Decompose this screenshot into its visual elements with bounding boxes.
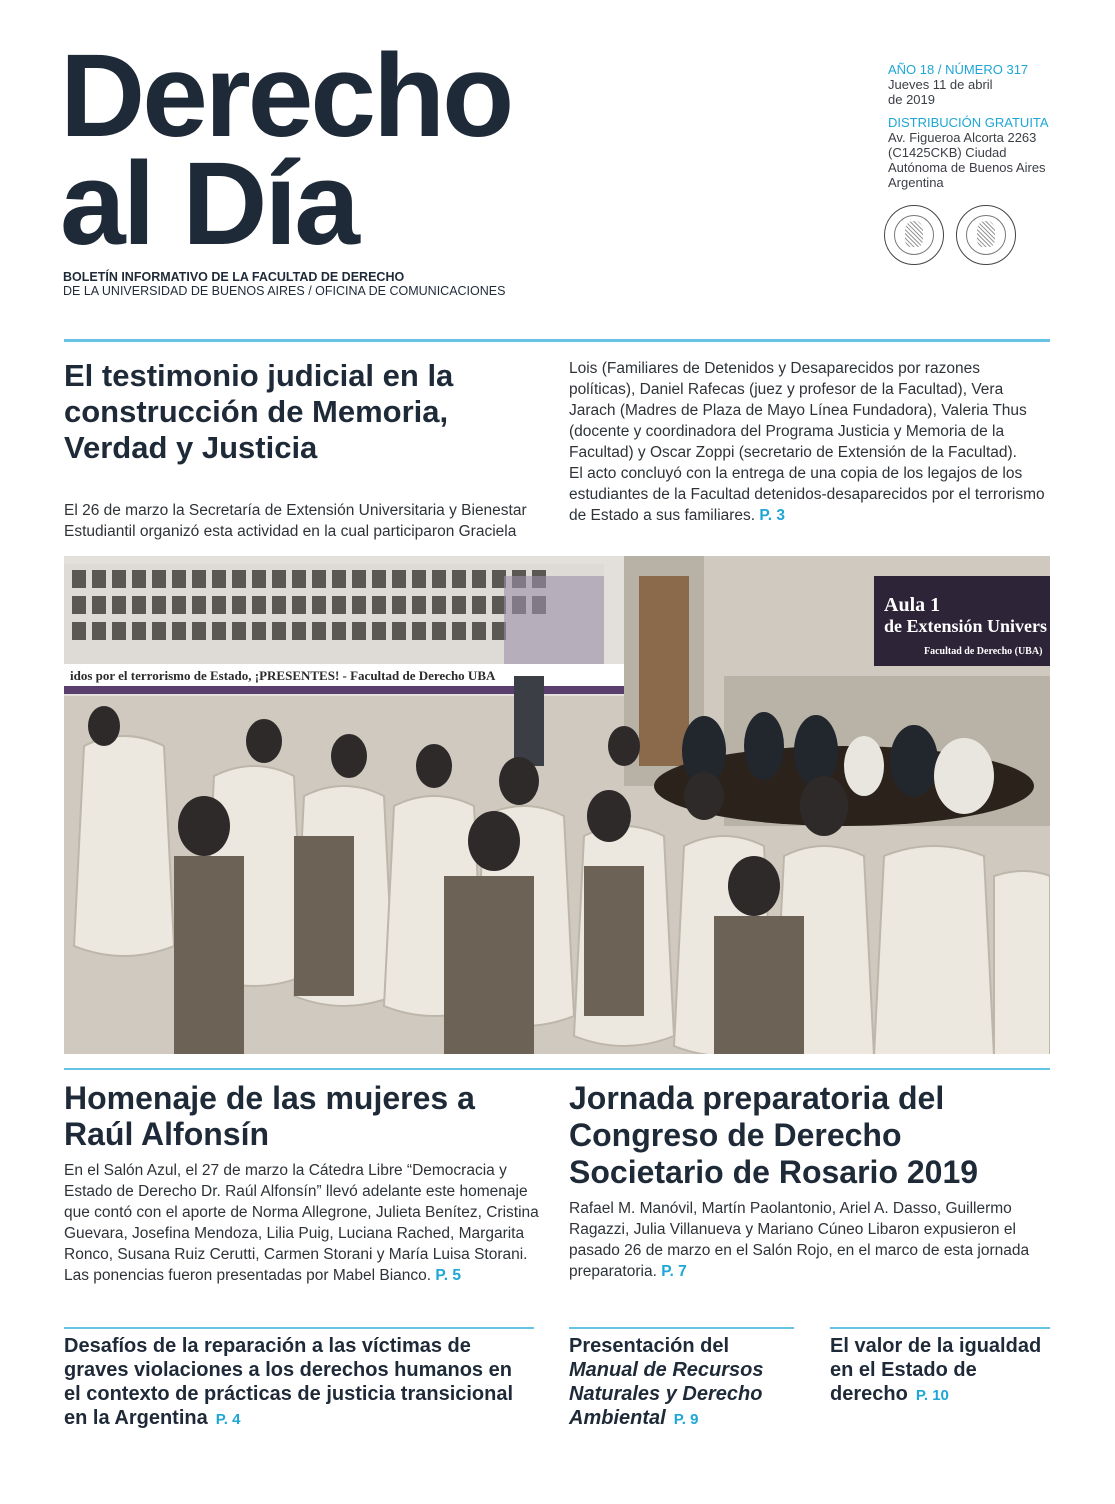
- address-line2: (C1425CKB) Ciudad: [888, 145, 1007, 160]
- footer-item-2-italic: Manual de Recursos Naturales y Derecho Ambiental: [569, 1359, 764, 1429]
- article-right-page-ref[interactable]: P. 7: [661, 1263, 687, 1280]
- issue-date-line1: Jueves 11 de abril: [888, 77, 993, 92]
- footer-item-2-page-ref[interactable]: P. 9: [673, 1411, 699, 1428]
- banner-right-line2: de Extensión Univers: [884, 616, 1048, 636]
- issue-number: AÑO 18 / NÚMERO 317: [888, 62, 1029, 77]
- lead-closing: El acto concluyó con la entrega de una copia de los legajos de los estudiantes de la Facultad detenidos-desaparecidos por el terrorismo de Estado a sus familiares.: [569, 465, 1045, 524]
- article-right-body: Rafael M. Manóvil, Martín Paolantonio, Ariel A. Dasso, Guillermo Ragazzi, Julia Villanueva y Mariano Cúneo Libaron expusieron el pasado 26 de marzo en el Salón Rojo, en el marco de esta jornada preparatoria.: [569, 1200, 1030, 1280]
- article-right-body-block: [569, 1198, 1049, 1282]
- subtitle-line1: BOLETÍN INFORMATIVO DE LA FACULTAD DE DERECHO: [63, 270, 405, 284]
- address-line3: Autónoma de Buenos Aires: [888, 160, 1046, 175]
- footer-divider-1: [64, 1327, 534, 1329]
- article-left-body-block: [64, 1160, 544, 1286]
- article-right-headline: Jornada preparatoria del Congreso de Derecho Societario de Rosario 2019: [569, 1080, 979, 1190]
- facultad-seal-icon: [884, 205, 944, 265]
- address-line4: Argentina: [888, 175, 944, 190]
- article-left-headline: Homenaje de las mujeres a Raúl Alfonsín: [64, 1080, 475, 1152]
- lead-intro: El 26 de marzo la Secretaría de Extensión Universitaria y Bienestar Estudiantil organizó esta actividad en la cual participaron Graciela: [64, 502, 527, 540]
- article-left-body: En el Salón Azul, el 27 de marzo la Cátedra Libre “Democracia y Estado de Derecho Dr. Raúl Alfonsín” llevó adelante este homenaje que contó con el aporte de Norma Allegrone, Julieta Benítez, Cristina Guevara, Josefina Mendoza, Lilia Puig, Luciana Rached, Margarita Ronco, Susana Ruiz Cerutti, Carmen Storani y María Luisa Storani. Las ponencias fueron presentadas por Mabel Bianco.: [64, 1162, 539, 1284]
- footer-item-2-prefix: Presentación del: [569, 1335, 730, 1357]
- article-left-page-ref[interactable]: P. 5: [435, 1267, 461, 1284]
- lead-headline: El testimonio judicial en la construcción de Memoria, Verdad y Justicia: [64, 358, 454, 465]
- masthead-title-line1: Derecho: [60, 30, 512, 162]
- footer-item-1-title: Desafíos de la reparación a las víctimas de graves violaciones a los derechos humanos en el contexto de prácticas de justicia transicional en la Argentina: [64, 1335, 514, 1429]
- middle-divider: [64, 1068, 1050, 1070]
- issue-date-line2: de 2019: [888, 92, 935, 107]
- footer-item-3-page-ref[interactable]: P. 10: [915, 1387, 949, 1404]
- footer-item-3[interactable]: [830, 1334, 1050, 1408]
- footer-divider-3: [830, 1327, 1050, 1329]
- banner-right-line3: Facultad de Derecho (UBA): [924, 646, 1043, 657]
- address-line1: Av. Figueroa Alcorta 2263: [888, 130, 1037, 145]
- issue-info: [888, 62, 1088, 190]
- banner-right-line1: Aula 1: [884, 594, 941, 616]
- portrait-wall: [64, 564, 604, 664]
- top-divider: [64, 339, 1050, 342]
- footer-item-1[interactable]: [64, 1334, 534, 1432]
- subtitle-line2: DE LA UNIVERSIDAD DE BUENOS AIRES / OFICINA DE COMUNICACIONES: [63, 284, 506, 298]
- footer-item-3-title: El valor de la igualdad en el Estado de derecho: [830, 1335, 1042, 1405]
- uba-seal-icon: [956, 205, 1016, 265]
- footer-item-2[interactable]: [569, 1334, 794, 1432]
- distribution-label: DISTRIBUCIÓN GRATUITA: [888, 115, 1049, 130]
- lead-page-ref[interactable]: P. 3: [759, 507, 785, 524]
- lead-continuation-block: [569, 358, 1049, 526]
- event-photo: [64, 556, 1050, 1054]
- masthead-subtitle: [63, 270, 583, 298]
- lead-continuation: Lois (Familiares de Detenidos y Desaparecidos por razones políticas), Daniel Rafecas (juez y profesor de la Facultad), Vera Jarach (Madres de Plaza de Mayo Línea Fundadora), Valeria Thus (docente y coordinadora del Programa Justicia y Memoria de la Facultad) y Oscar Zoppi (secretario de Extensión de la Facultad).: [569, 360, 1027, 461]
- footer-divider-2: [569, 1327, 794, 1329]
- footer-item-1-page-ref[interactable]: P. 4: [215, 1411, 241, 1428]
- masthead-title: [60, 30, 580, 270]
- banner-left-text: idos por el terrorismo de Estado, ¡PRESENTES! - Facultad de Derecho UBA: [70, 668, 496, 683]
- masthead-title-line2: al Día: [60, 138, 357, 270]
